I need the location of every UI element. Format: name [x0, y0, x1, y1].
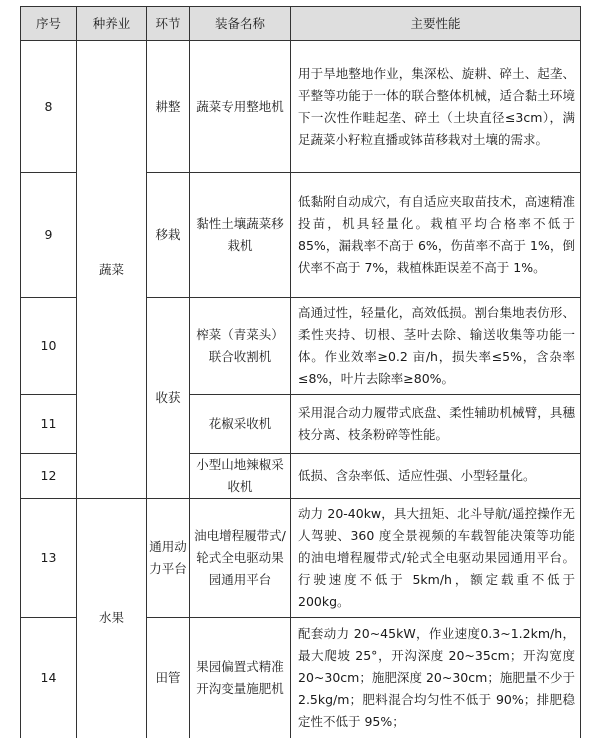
category-cell-vegetable: 蔬菜 — [77, 41, 147, 499]
equipment-name-cell: 蔬菜专用整地机 — [190, 41, 291, 173]
equipment-spec-table — [20, 6, 581, 738]
performance-cell: 高通过性，轻量化，高效低损。割台集地表仿形、柔性夹持、切根、茎叶去除、输送收集等功能一体。作业效率≥0.2 亩/h，损失率≤5%，含杂率≤8%，叶片去除率≥80%。 — [291, 298, 581, 395]
serial-no-cell: 11 — [21, 395, 77, 454]
header-main-performance: 主要性能 — [291, 7, 581, 41]
equipment-name-cell: 小型山地辣椒采收机 — [190, 454, 291, 499]
equipment-name-cell: 油电增程履带式/轮式全电驱动果园通用平台 — [190, 499, 291, 618]
table-row — [21, 499, 581, 618]
category-cell-fruit: 水果 — [77, 499, 147, 738]
stage-cell-harvest: 收获 — [147, 298, 190, 499]
serial-no-cell: 13 — [21, 499, 77, 618]
serial-no-cell: 14 — [21, 618, 77, 738]
header-serial-no: 序号 — [21, 7, 77, 41]
serial-no-cell: 9 — [21, 173, 77, 298]
stage-cell-tillage: 耕整 — [147, 41, 190, 173]
header-category: 种养业 — [77, 7, 147, 41]
performance-cell: 用于旱地整地作业，集深松、旋耕、碎土、起垄、平整等功能于一体的联合整体机械，适合黏土环境下一次性作畦起垄、碎土（土块直径≤3cm），满足蔬菜小籽粒直播或钵苗移栽对土壤的需求。 — [291, 41, 581, 173]
equipment-name-cell: 黏性土壤蔬菜移栽机 — [190, 173, 291, 298]
stage-cell-transplant: 移栽 — [147, 173, 190, 298]
stage-cell-field-management: 田管 — [147, 618, 190, 738]
serial-no-cell: 8 — [21, 41, 77, 173]
table-header-row — [21, 7, 581, 41]
equipment-name-cell: 榨菜（青菜头）联合收割机 — [190, 298, 291, 395]
stage-cell-general-platform: 通用动力平台 — [147, 499, 190, 618]
equipment-name-cell: 果园偏置式精准开沟变量施肥机 — [190, 618, 291, 738]
serial-no-cell: 12 — [21, 454, 77, 499]
performance-cell: 动力 20-40kw，具大扭矩、北斗导航/遥控操作无人驾驶、360 度全景视频的车载智能决策等功能的油电增程履带式/轮式全电驱动果园通用平台。行驶速度不低于 5km/h，额定载重不低于 200kg。 — [291, 499, 581, 618]
equipment-name-cell: 花椒采收机 — [190, 395, 291, 454]
table-row — [21, 41, 581, 173]
serial-no-cell: 10 — [21, 298, 77, 395]
performance-cell: 低黏附自动成穴，有自适应夹取苗技术，高速精准投苗，机具轻量化。栽植平均合格率不低于 85%，漏栽率不高于 6%，伤苗率不高于 1%，倒伏率不高于 7%，栽植株距误差不高于 1%。 — [291, 173, 581, 298]
performance-cell: 低损、含杂率低、适应性强、小型轻量化。 — [291, 454, 581, 499]
header-equipment-name: 装备名称 — [190, 7, 291, 41]
performance-cell: 采用混合动力履带式底盘、柔性辅助机械臂，具穗枝分离、枝条粉碎等性能。 — [291, 395, 581, 454]
performance-cell: 配套动力 20~45kW，作业速度0.3~1.2km/h，最大爬坡 25°，开沟深度 20~35cm；开沟宽度 20~30cm；施肥深度 20~30cm；施肥量不少于 2.5kg/m；肥料混合均匀性不低于 90%；排肥稳定性不低于 95%； — [291, 618, 581, 738]
header-stage: 环节 — [147, 7, 190, 41]
